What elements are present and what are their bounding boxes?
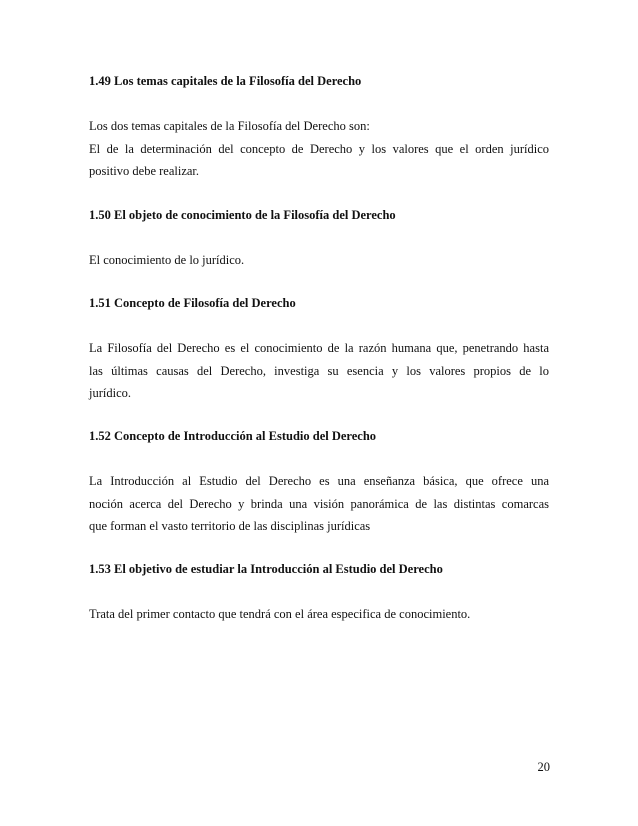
section-1-53: [89, 560, 549, 626]
section-1-49: [89, 72, 549, 183]
paragraph-line: positivo debe realizar.: [89, 164, 200, 178]
paragraph-line: El de la determinación del concepto de Derecho y los valores que el orden jurídico: [89, 141, 549, 156]
paragraph-line: que forman el vasto territorio de las disciplinas jurídicas: [89, 519, 371, 533]
section-paragraph: [89, 337, 549, 405]
section-paragraph: [89, 470, 549, 538]
paragraph-line: Los dos temas capitales de la Filosofía del Derecho son:: [89, 119, 370, 133]
paragraph-line: jurídico.: [89, 386, 132, 400]
paragraph-line: noción acerca del Derecho y brinda una visión panorámica de las distintas comarcas: [89, 496, 549, 511]
section-heading: 1.49 Los temas capitales de la Filosofía del Derecho: [89, 74, 362, 88]
paragraph-line: Trata del primer contacto que tendrá con el área especifica de conocimiento.: [89, 607, 471, 621]
section-heading: 1.53 El objetivo de estudiar la Introducción al Estudio del Derecho: [89, 562, 443, 576]
section-paragraph: [89, 115, 549, 183]
section-paragraph: [89, 249, 549, 272]
paragraph-line: El conocimiento de lo jurídico.: [89, 253, 245, 267]
section-1-50: [89, 206, 549, 272]
page-number: 20: [537, 760, 550, 774]
paragraph-line: La Filosofía del Derecho es el conocimiento de la razón humana que, penetrando hasta: [89, 341, 549, 355]
section-1-52: [89, 427, 549, 538]
section-heading: 1.52 Concepto de Introducción al Estudio del Derecho: [89, 429, 377, 443]
paragraph-line: La Introducción al Estudio del Derecho es una enseñanza básica, que ofrece una: [89, 474, 549, 488]
section-1-51: [89, 294, 549, 405]
section-paragraph: [89, 603, 549, 626]
paragraph-line: las últimas causas del Derecho, investiga su esencia y los valores propios de lo: [89, 363, 549, 378]
section-heading: 1.50 El objeto de conocimiento de la Filosofía del Derecho: [89, 208, 396, 222]
section-heading: 1.51 Concepto de Filosofía del Derecho: [89, 296, 296, 310]
